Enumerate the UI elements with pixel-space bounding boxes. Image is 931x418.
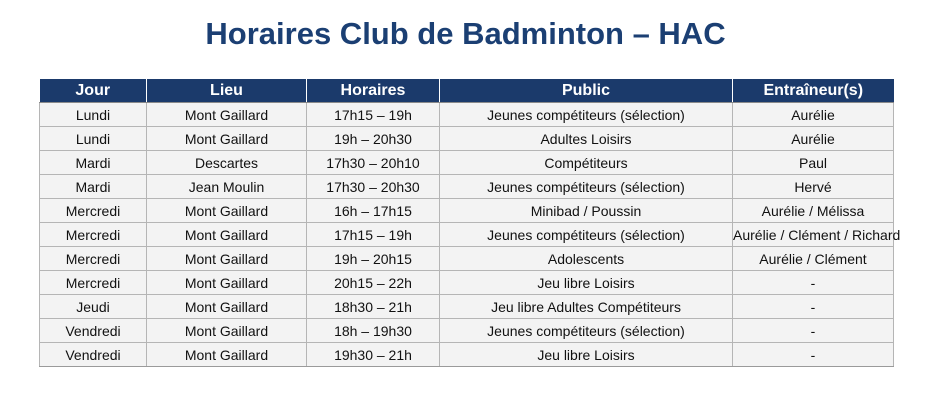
cell-lieu: Mont Gaillard [147, 343, 307, 367]
table-row [40, 175, 894, 199]
cell-public: Minibad / Poussin [440, 199, 733, 223]
cell-jour: Mercredi [40, 271, 147, 295]
header-lieu: Lieu [147, 79, 307, 103]
cell-horaires: 19h – 20h30 [307, 127, 440, 151]
table-row [40, 103, 894, 127]
cell-entraineurs: - [733, 343, 894, 367]
header-jour: Jour [40, 79, 147, 103]
header-public: Public [440, 79, 733, 103]
cell-horaires: 16h – 17h15 [307, 199, 440, 223]
cell-lieu: Mont Gaillard [147, 319, 307, 343]
cell-jour: Mercredi [40, 247, 147, 271]
table-row [40, 199, 894, 223]
schedule-table [39, 79, 901, 367]
cell-entraineurs: Aurélie / Mélissa [733, 199, 894, 223]
cell-public: Jeu libre Loisirs [440, 343, 733, 367]
cell-entraineurs: - [733, 271, 894, 295]
cell-horaires: 20h15 – 22h [307, 271, 440, 295]
table-header-row [40, 79, 894, 103]
cell-public: Jeu libre Loisirs [440, 271, 733, 295]
cell-horaires: 17h30 – 20h30 [307, 175, 440, 199]
cell-lieu: Mont Gaillard [147, 103, 307, 127]
cell-horaires: 18h – 19h30 [307, 319, 440, 343]
cell-entraineurs: Hervé [733, 175, 894, 199]
cell-jour: Lundi [40, 103, 147, 127]
cell-lieu: Mont Gaillard [147, 223, 307, 247]
cell-jour: Lundi [40, 127, 147, 151]
table-row [40, 247, 894, 271]
cell-lieu: Jean Moulin [147, 175, 307, 199]
table-row [40, 343, 894, 367]
cell-entraineurs: - [733, 319, 894, 343]
cell-jour: Mardi [40, 175, 147, 199]
header-horaires: Horaires [307, 79, 440, 103]
cell-entraineurs: - [733, 295, 894, 319]
cell-entraineurs: Paul [733, 151, 894, 175]
cell-entraineurs: Aurélie [733, 103, 894, 127]
cell-public: Adolescents [440, 247, 733, 271]
cell-lieu: Descartes [147, 151, 307, 175]
cell-entraineurs: Aurélie / Clément / Richard [733, 223, 894, 247]
cell-lieu: Mont Gaillard [147, 199, 307, 223]
table-row [40, 271, 894, 295]
cell-jour: Vendredi [40, 319, 147, 343]
page-title: Horaires Club de Badminton – HAC [205, 16, 726, 51]
cell-lieu: Mont Gaillard [147, 271, 307, 295]
cell-entraineurs: Aurélie / Clément [733, 247, 894, 271]
cell-jour: Jeudi [40, 295, 147, 319]
cell-horaires: 17h15 – 19h [307, 103, 440, 127]
cell-horaires: 19h – 20h15 [307, 247, 440, 271]
cell-horaires: 17h30 – 20h10 [307, 151, 440, 175]
cell-jour: Vendredi [40, 343, 147, 367]
table-row [40, 295, 894, 319]
cell-horaires: 17h15 – 19h [307, 223, 440, 247]
cell-horaires: 19h30 – 21h [307, 343, 440, 367]
cell-jour: Mardi [40, 151, 147, 175]
cell-jour: Mercredi [40, 223, 147, 247]
cell-jour: Mercredi [40, 199, 147, 223]
table-row [40, 151, 894, 175]
cell-lieu: Mont Gaillard [147, 247, 307, 271]
cell-entraineurs: Aurélie [733, 127, 894, 151]
cell-public: Compétiteurs [440, 151, 733, 175]
cell-horaires: 18h30 – 21h [307, 295, 440, 319]
table-row [40, 223, 894, 247]
cell-lieu: Mont Gaillard [147, 295, 307, 319]
header-entraineurs: Entraîneur(s) [733, 79, 894, 103]
cell-public: Adultes Loisirs [440, 127, 733, 151]
cell-public: Jeunes compétiteurs (sélection) [440, 103, 733, 127]
cell-public: Jeunes compétiteurs (sélection) [440, 223, 733, 247]
cell-public: Jeunes compétiteurs (sélection) [440, 319, 733, 343]
cell-lieu: Mont Gaillard [147, 127, 307, 151]
table-row [40, 127, 894, 151]
cell-public: Jeunes compétiteurs (sélection) [440, 175, 733, 199]
table-row [40, 319, 894, 343]
cell-public: Jeu libre Adultes Compétiteurs [440, 295, 733, 319]
